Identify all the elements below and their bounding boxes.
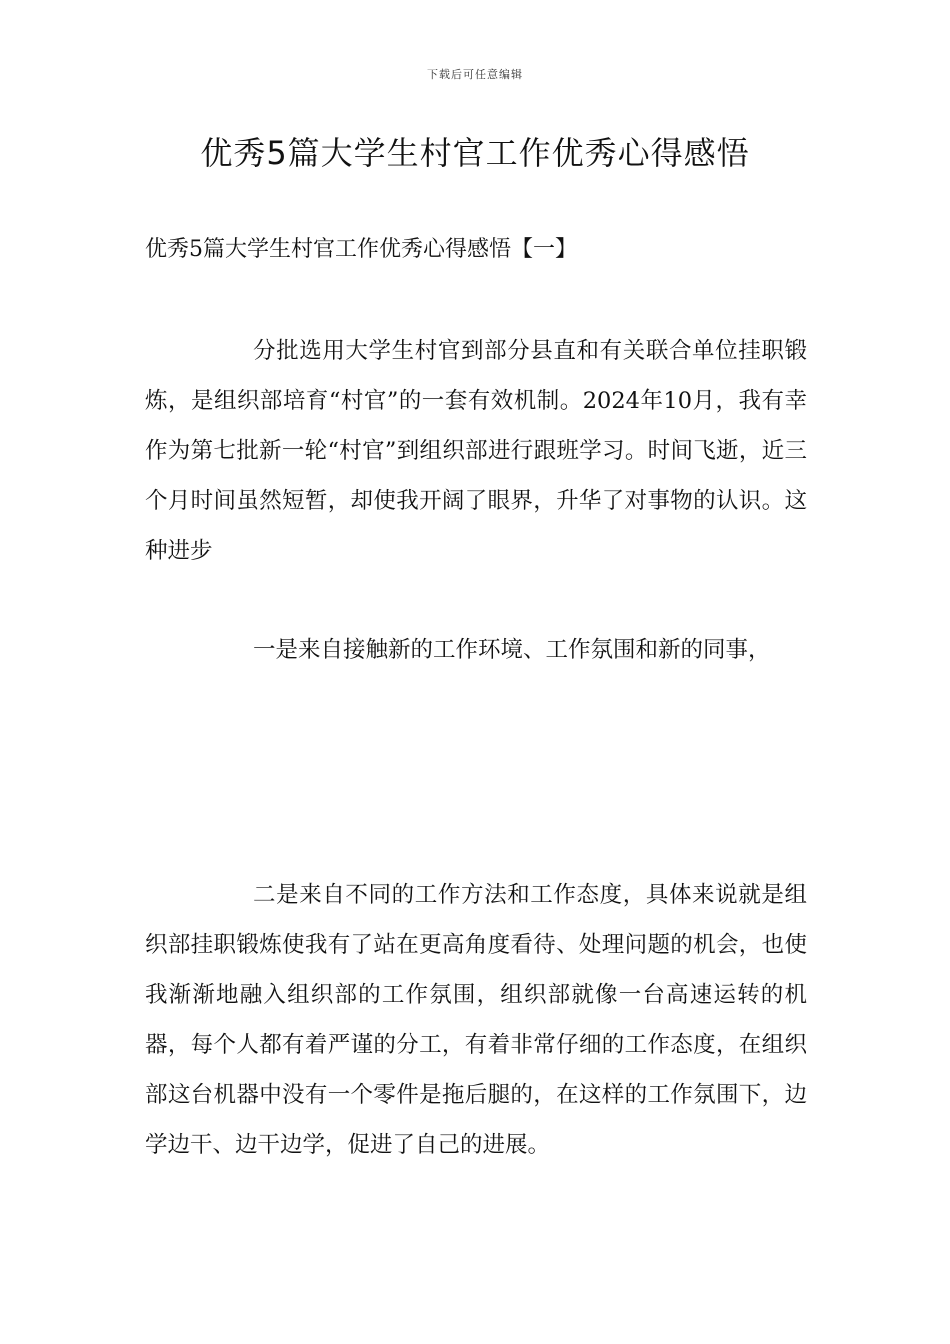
body-paragraph-1: 分批选用大学生村官到部分县直和有关联合单位挂职锻炼，是组织部培育“村官”的一套有效机制。2024年10月，我有幸作为第七批新一轮“村官”到组织部进行跟班学习。时间飞逝，近三个月时间虽然短暂，却使我开阔了眼界，升华了对事物的认识。这种进步	[145, 338, 807, 564]
document-title: 优秀5篇大学生村官工作优秀心得感悟	[200, 134, 750, 172]
body-paragraph-3: 二是来自不同的工作方法和工作态度，具体来说就是组织部挂职锻炼使我有了站在更高角度看待、处理问题的机会，也使我渐渐地融入组织部的工作氛围，组织部就像一台高速运转的机器，每个人都有着严谨的分工，有着非常仔细的工作态度，在组织部这台机器中没有一个零件是拖后腿的，在这样的工作氛围下，边学边干、边干边学，促进了自己的进展。	[145, 882, 807, 1158]
section-heading: 优秀5篇大学生村官工作优秀心得感悟【一】	[145, 237, 577, 262]
page-header-note: 下载后可任意编辑	[427, 68, 523, 81]
body-paragraph-2: 一是来自接触新的工作环境、工作氛围和新的同事，	[253, 637, 771, 663]
